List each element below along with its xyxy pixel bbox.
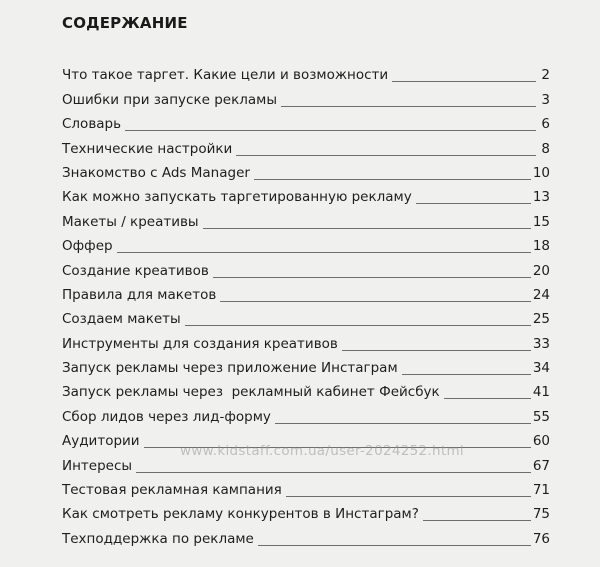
toc-entry[interactable] — [62, 208, 550, 232]
toc-entry[interactable] — [62, 257, 550, 281]
toc-entry[interactable] — [62, 501, 550, 525]
toc-entry-title: Создание креативов — [62, 263, 211, 282]
toc-entry[interactable] — [62, 379, 550, 403]
toc-entry[interactable] — [62, 135, 550, 159]
toc-leader-line — [281, 106, 536, 107]
toc-entry-title: Технические настройки — [62, 141, 234, 160]
toc-entry[interactable] — [62, 330, 550, 354]
toc-entry[interactable] — [62, 184, 550, 208]
toc-list — [62, 62, 550, 550]
toc-entry[interactable] — [62, 86, 550, 110]
toc-entry-title: Что такое таргет. Какие цели и возможности — [62, 67, 390, 86]
toc-entry[interactable] — [62, 282, 550, 306]
toc-entry-page: 76 — [532, 530, 550, 547]
toc-leader-line — [117, 252, 531, 253]
toc-entry-page: 25 — [532, 311, 550, 328]
toc-entry-title: Аудитории — [62, 433, 142, 452]
toc-leader-line — [342, 350, 531, 351]
toc-leader-line — [402, 374, 531, 375]
toc-entry-title: Интересы — [62, 458, 134, 477]
toc-leader-line — [144, 447, 531, 448]
toc-leader-line — [213, 277, 531, 278]
toc-leader-line — [275, 423, 531, 424]
toc-entry-page: 3 — [541, 91, 550, 108]
toc-entry-title: Как можно запускать таргетированную рекламу — [62, 189, 414, 208]
toc-entry-page: 34 — [532, 360, 550, 377]
toc-leader-line — [416, 203, 531, 204]
toc-entry-title: Инструменты для создания креативов — [62, 336, 340, 355]
toc-entry-page: 2 — [541, 67, 550, 84]
toc-entry-page: 8 — [541, 140, 550, 157]
watermark: www.kidstaff.com.ua/user-2024252.html — [180, 443, 464, 459]
toc-entry[interactable] — [62, 62, 550, 86]
toc-entry[interactable] — [62, 477, 550, 501]
toc-entry-page: 33 — [532, 335, 550, 352]
toc-entry-page: 13 — [532, 189, 550, 206]
toc-entry[interactable] — [62, 452, 550, 476]
toc-leader-line — [254, 179, 531, 180]
toc-entry-title: Ошибки при запуске рекламы — [62, 92, 279, 111]
toc-entry-title: Техподдержка по рекламе — [62, 531, 256, 550]
toc-entry-title: Запуск рекламы через приложение Инстаграм — [62, 360, 400, 379]
toc-entry-title: Тестовая рекламная кампания — [62, 482, 284, 501]
toc-leader-line — [444, 398, 531, 399]
toc-entry-page: 15 — [532, 213, 550, 230]
toc-entry[interactable] — [62, 233, 550, 257]
toc-entry-title: Макеты / креативы — [62, 214, 201, 233]
toc-entry-page: 10 — [532, 164, 550, 181]
toc-entry-title: Словарь — [62, 116, 123, 135]
toc-leader-line — [423, 520, 531, 521]
toc-leader-line — [258, 545, 531, 546]
toc-entry[interactable] — [62, 355, 550, 379]
toc-leader-line — [136, 472, 531, 473]
toc-leader-line — [125, 130, 536, 131]
toc-leader-line — [236, 155, 536, 156]
toc-entry-page: 71 — [532, 482, 550, 499]
toc-entry[interactable] — [62, 306, 550, 330]
toc-entry-page: 41 — [532, 384, 550, 401]
toc-entry-page: 60 — [532, 433, 550, 450]
toc-entry-title: Правила для макетов — [62, 287, 218, 306]
toc-entry[interactable] — [62, 111, 550, 135]
toc-entry-page: 6 — [541, 116, 550, 133]
toc-entry-title: Оффер — [62, 238, 115, 257]
toc-entry-page: 24 — [532, 286, 550, 303]
toc-entry-page: 67 — [532, 457, 550, 474]
toc-entry[interactable] — [62, 428, 550, 452]
toc-leader-line — [203, 228, 531, 229]
toc-entry-page: 55 — [532, 408, 550, 425]
toc-entry-title: Сбор лидов через лид-форму — [62, 409, 273, 428]
toc-entry-page: 75 — [532, 506, 550, 523]
toc-leader-line — [220, 301, 531, 302]
toc-entry-page: 20 — [532, 262, 550, 279]
toc-title: СОДЕРЖАНИЕ — [62, 14, 188, 32]
toc-entry-page: 18 — [532, 238, 550, 255]
toc-entry-title: Запуск рекламы через рекламный кабинет Фейсбук — [62, 384, 442, 403]
toc-entry-title: Как смотреть рекламу конкурентов в Инстаграм? — [62, 506, 421, 525]
toc-entry[interactable] — [62, 525, 550, 549]
toc-entry-title: Знакомство с Ads Manager — [62, 165, 252, 184]
toc-entry-title: Создаем макеты — [62, 311, 183, 330]
toc-leader-line — [185, 325, 531, 326]
toc-entry[interactable] — [62, 160, 550, 184]
toc-leader-line — [286, 496, 531, 497]
toc-entry[interactable] — [62, 403, 550, 427]
toc-leader-line — [392, 81, 536, 82]
